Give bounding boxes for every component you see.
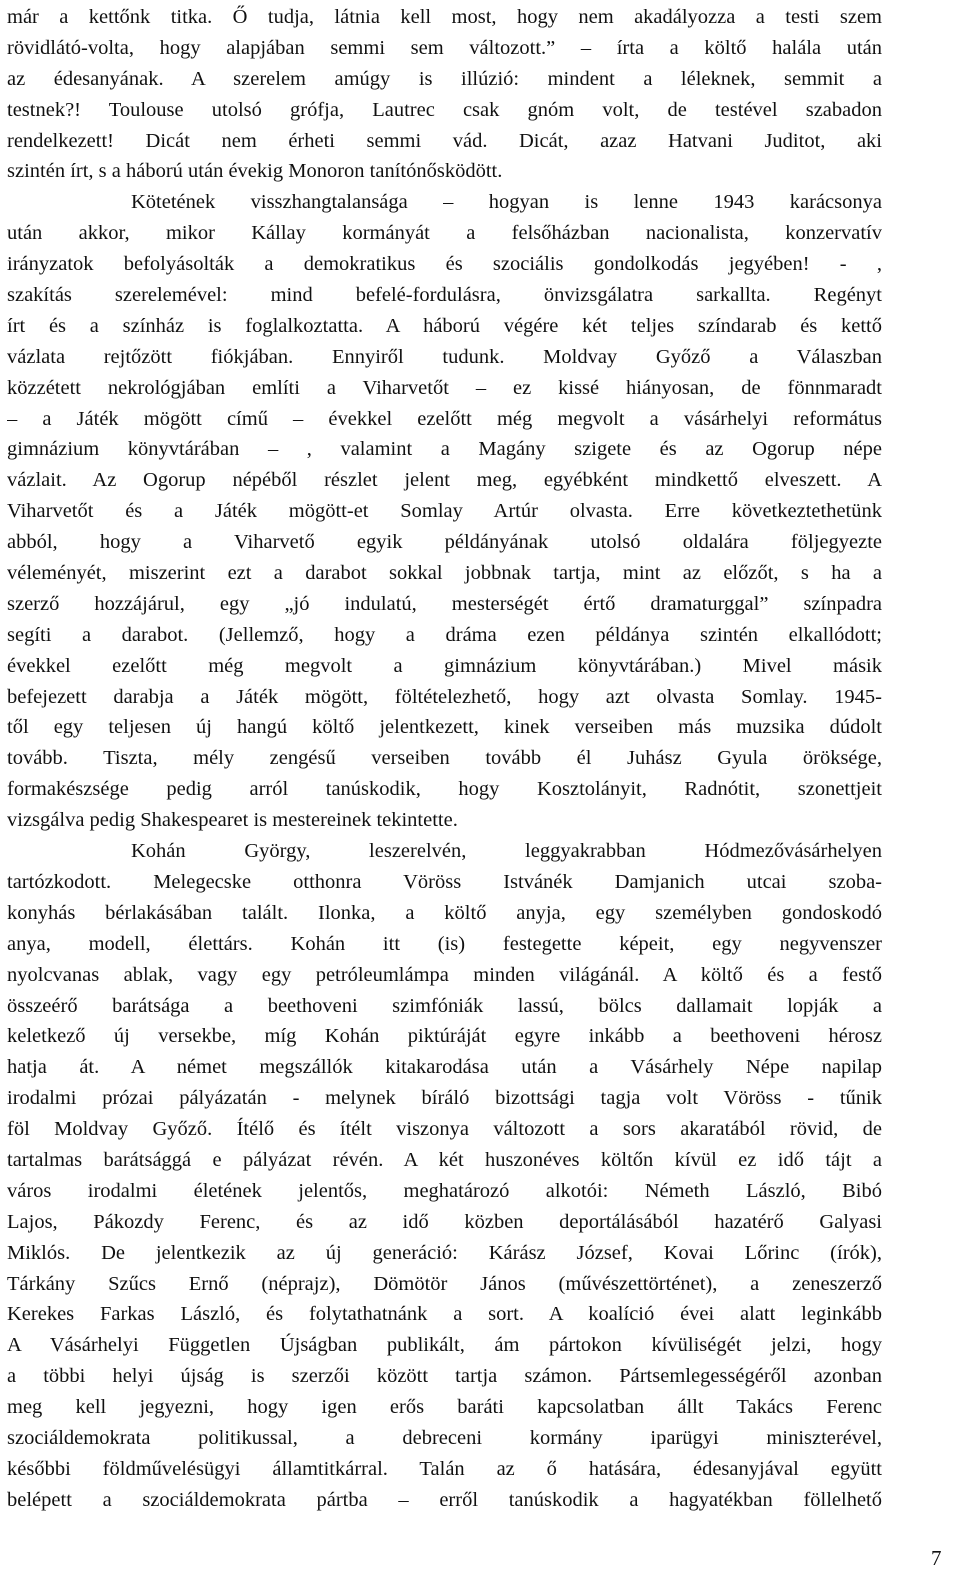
text-line: Tárkány Szűcs Ernő (néprajz), Dömötör János (művészettörténet), a zeneszerző bbox=[7, 1272, 882, 1295]
text-line: szintén írt, s a háború után évekig Monoron tanítónősködött. bbox=[7, 160, 503, 183]
text-line: A Vásárhelyi Független Újságban publikált, ám pártokon kívüliségét jelzi, hogy bbox=[7, 1334, 882, 1357]
text-line: szerző hozzájárul, egy „jó indulatú, mesterségét értő dramaturggal” színpadra bbox=[7, 592, 882, 615]
text-line: Lajos, Pákozdy Ferenc, és az idő közben deportálásából hazatérő Galyasi bbox=[7, 1210, 882, 1233]
text-line: közzétett nekrológjában említi a Viharvetőt – ez kissé hiányosan, de fönnmaradt bbox=[7, 376, 882, 399]
text-line: – a Játék mögött című – évekkel ezelőtt még megvolt a vásárhelyi református bbox=[7, 407, 882, 430]
text-line: után akkor, mikor Kállay kormányát a felsőházban nacionalista, konzervatív bbox=[7, 222, 882, 245]
text-line: nyolcvanas ablak, vagy egy petróleumlámpa minden világánál. A költő és a festő bbox=[7, 963, 882, 986]
text-line: évekkel ezelőtt még megvolt a gimnázium könyvtárában.) Mivel másik bbox=[7, 654, 882, 677]
text-line: föl Moldvay Győző. Ítélő és ítélt viszonya változott a sors akaratából rövid, de bbox=[7, 1118, 882, 1141]
text-line: irányzatok befolyásolták a demokratikus és szociális gondolkodás jegyében! - , bbox=[7, 253, 882, 276]
text-line: gimnázium könyvtárában – , valamint a Magány szigete és az Ogorup népe bbox=[7, 438, 882, 461]
text-line: már a kettőnk titka. Ő tudja, látnia kell most, hogy nem akadályozza a testi szem bbox=[7, 6, 882, 28]
text-line: hatja át. A német megszállók kitakarodása után a Vásárhely Népe napilap bbox=[7, 1056, 882, 1079]
text-line: az édesanyának. A szerelem amúgy is illúzió: mindent a léleknek, semmit a bbox=[7, 67, 882, 90]
text-line: től egy teljesen új hangú költő jelentkezett, kinek verseiben más muzsika dúdolt bbox=[7, 716, 882, 739]
text-line: Kerekes Farkas László, és folytathatnánk a sort. A koalíció évei alatt leginkább bbox=[7, 1303, 882, 1326]
text-line: Miklós. De jelentkezik az új generáció: Kárász József, Kovai Lőrinc (írók), bbox=[7, 1241, 882, 1264]
text-line: formakészsége pedig arról tanúskodik, hogy Kosztolányit, Radnótit, szonettjeit bbox=[7, 778, 882, 801]
text-line: szakítás szerelemével: mind befelé-fordulásra, önvizsgálatra sarkallta. Regényt bbox=[7, 284, 882, 307]
text-line: rendelkezett! Dicát nem érheti semmi vád. Dicát, azaz Hatvani Juditot, aki bbox=[7, 129, 882, 152]
paragraph-first-line: Kohán György, leszerelvén, leggyakrabban Hódmezővásárhelyen bbox=[131, 840, 882, 863]
text-line: későbbi földművelésügyi államtitkárral. Talán az ő hatására, édesanyjával együtt bbox=[7, 1457, 882, 1480]
text-line: a többi helyi újság is szerzői között tartja számon. Pártsemlegességéről azonban bbox=[7, 1365, 882, 1388]
text-line: vázlata rejtőzött fiókjában. Ennyiről tudunk. Moldvay Győző a Válaszban bbox=[7, 345, 882, 368]
text-line: irodalmi prózai pályázatán - melynek bíráló bizottsági tagja volt Vöröss - tűnik bbox=[7, 1087, 882, 1110]
text-line: belépett a szociáldemokrata pártba – erről tanúskodik a hagyatékban föllelhető bbox=[7, 1488, 882, 1511]
text-line: összeérő barátsága a beethoveni szimfóniák lassú, bölcs dallamait lopják a bbox=[7, 994, 882, 1017]
text-line: meg kell jegyezni, hogy igen erős baráti kapcsolatban állt Takács Ferenc bbox=[7, 1396, 882, 1419]
text-line: testnek?! Toulouse utolsó grófja, Lautrec csak gnóm volt, de testével szabadon bbox=[7, 98, 882, 121]
text-line: véleményét, miszerint ezt a darabot sokkal jobbnak tartja, mint az előzőt, s ha a bbox=[7, 562, 882, 585]
paragraph-first-line: Kötetének visszhangtalansága – hogyan is lenne 1943 karácsonya bbox=[131, 191, 882, 214]
text-line: konyhás bérlakásában talált. Ilonka, a költő anyja, egy személyben gondoskodó bbox=[7, 901, 882, 924]
text-line: Viharvetőt és a Játék mögött-et Somlay Artúr olvasta. Erre következtethetünk bbox=[7, 500, 882, 523]
document-body bbox=[7, 2, 882, 1516]
text-line: anya, modell, élettárs. Kohán itt (is) festegette képeit, egy negyvenszer bbox=[7, 932, 882, 955]
text-line: vizsgálva pedig Shakespearet is mestereinek tekintette. bbox=[7, 809, 458, 832]
text-line: vázlait. Az Ogorup népéből részlet jelent meg, egyébként mindkettő elveszett. A bbox=[7, 469, 882, 492]
text-line: írt és a színház is foglalkoztatta. A háború végére két teljes színdarab és kettő bbox=[7, 314, 882, 337]
text-line: abból, hogy a Viharvető egyik példányának utolsó oldalára följegyezte bbox=[7, 531, 882, 554]
text-line: befejezett darabja a Játék mögött, föltételezhető, hogy azt olvasta Somlay. 1945- bbox=[7, 685, 882, 708]
page-number: 7 bbox=[931, 1546, 942, 1570]
text-line: tartalmas barátsággá e pályázat révén. A két huszonéves költőn kívül ez idő tájt a bbox=[7, 1148, 882, 1171]
text-line: rövidlátó-volta, hogy alapjában semmi sem változott.” – írta a költő halála után bbox=[7, 36, 882, 59]
text-line: segíti a darabot. (Jellemző, hogy a dráma ezen példánya szintén elkallódott; bbox=[7, 623, 882, 646]
text-line: tovább. Tiszta, mély zengésű verseiben tovább él Juhász Gyula öröksége, bbox=[7, 747, 882, 770]
text-line: szociáldemokrata politikussal, a debreceni kormány iparügyi miniszterével, bbox=[7, 1426, 882, 1449]
text-line: város irodalmi életének jelentős, meghatározó alkotói: Németh László, Bibó bbox=[7, 1179, 882, 1202]
text-line: tartózkodott. Melegecske otthonra Vöröss Istvánék Damjanich utcai szoba- bbox=[7, 870, 882, 893]
text-line: keletkező új versekbe, míg Kohán piktúráját egyre inkább a beethoveni hérosz bbox=[7, 1025, 882, 1048]
